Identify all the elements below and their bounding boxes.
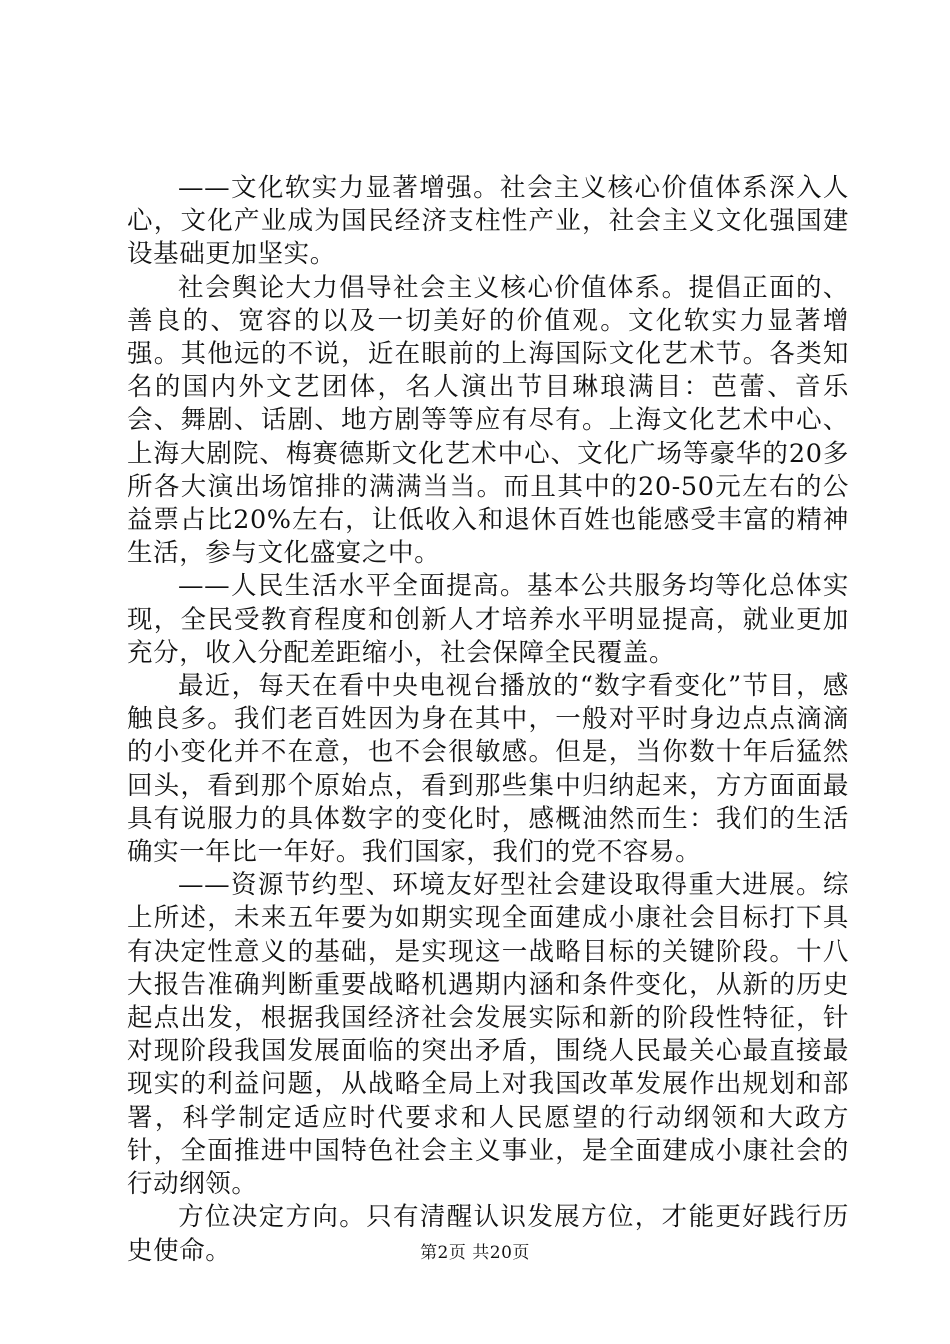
paragraph-shanghai-arts-festival: 社会舆论大力倡导社会主义核心价值体系。提倡正面的、善良的、宽容的以及一切美好的价值观。文化软实力显著增强。其他远的不说，近在眼前的上海国际文化艺术节。各类知名的国内外文艺团体，名人演出节目琳琅满目：芭蕾、音乐会、舞剧、话剧、地方剧等等应有尽有。上海文化艺术中心、上海大剧院、梅赛德斯文化艺术中心、文化广场等豪华的20多所各大演出场馆排的满满当当。而且其中的20-50元左右的公益票占比20%左右，让低收入和退休百姓也能感受丰富的精神生活，参与文化盛宴之中。 xyxy=(127,272,849,569)
page-footer: 第2页 共20页 xyxy=(420,1243,530,1263)
paragraph-position-direction: 方位决定方向。只有清醒认识发展方位，才能更好践行历史使命。 xyxy=(127,1202,849,1266)
paragraph-cultural-soft-power: ——文化软实力显著增强。社会主义核心价值体系深入人心，文化产业成为国民经济支柱性产业，社会主义文化强国建设基础更加坚实。 xyxy=(127,173,849,270)
document-body xyxy=(127,172,849,1268)
paragraph-resource-saving-society: ——资源节约型、环境友好型社会建设取得重大进展。综上所述，未来五年要为如期实现全面建成小康社会目标打下具有决定性意义的基础，是实现这一战略目标的关键阶段。十八大报告准确判断重要战略机遇期内涵和条件变化，从新的历史起点出发，根据我国经济社会发展实际和新的阶段性特征，针对现阶段我国发展面临的突出矛盾，围绕人民最关心最直接最现实的利益问题，从战略全局上对我国改革发展作出规划和部署，科学制定适应时代要求和人民愿望的行动纲领和大政方针，全面推进中国特色社会主义事业，是全面建成小康社会的行动纲领。 xyxy=(127,870,849,1200)
paragraph-living-standards: ——人民生活水平全面提高。基本公共服务均等化总体实现，全民受教育程度和创新人才培养水平明显提高，就业更加充分，收入分配差距缩小，社会保障全民覆盖。 xyxy=(127,571,849,668)
paragraph-digital-changes: 最近，每天在看中央电视台播放的“数字看变化”节目，感触良多。我们老百姓因为身在其中，一般对平时身边点点滴滴的小变化并不在意，也不会很敏感。但是，当你数十年后猛然回头，看到那个原始点，看到那些集中归纳起来，方方面面最具有说服力的具体数字的变化时，感概油然而生：我们的生活确实一年比一年好。我们国家，我们的党不容易。 xyxy=(127,671,849,868)
